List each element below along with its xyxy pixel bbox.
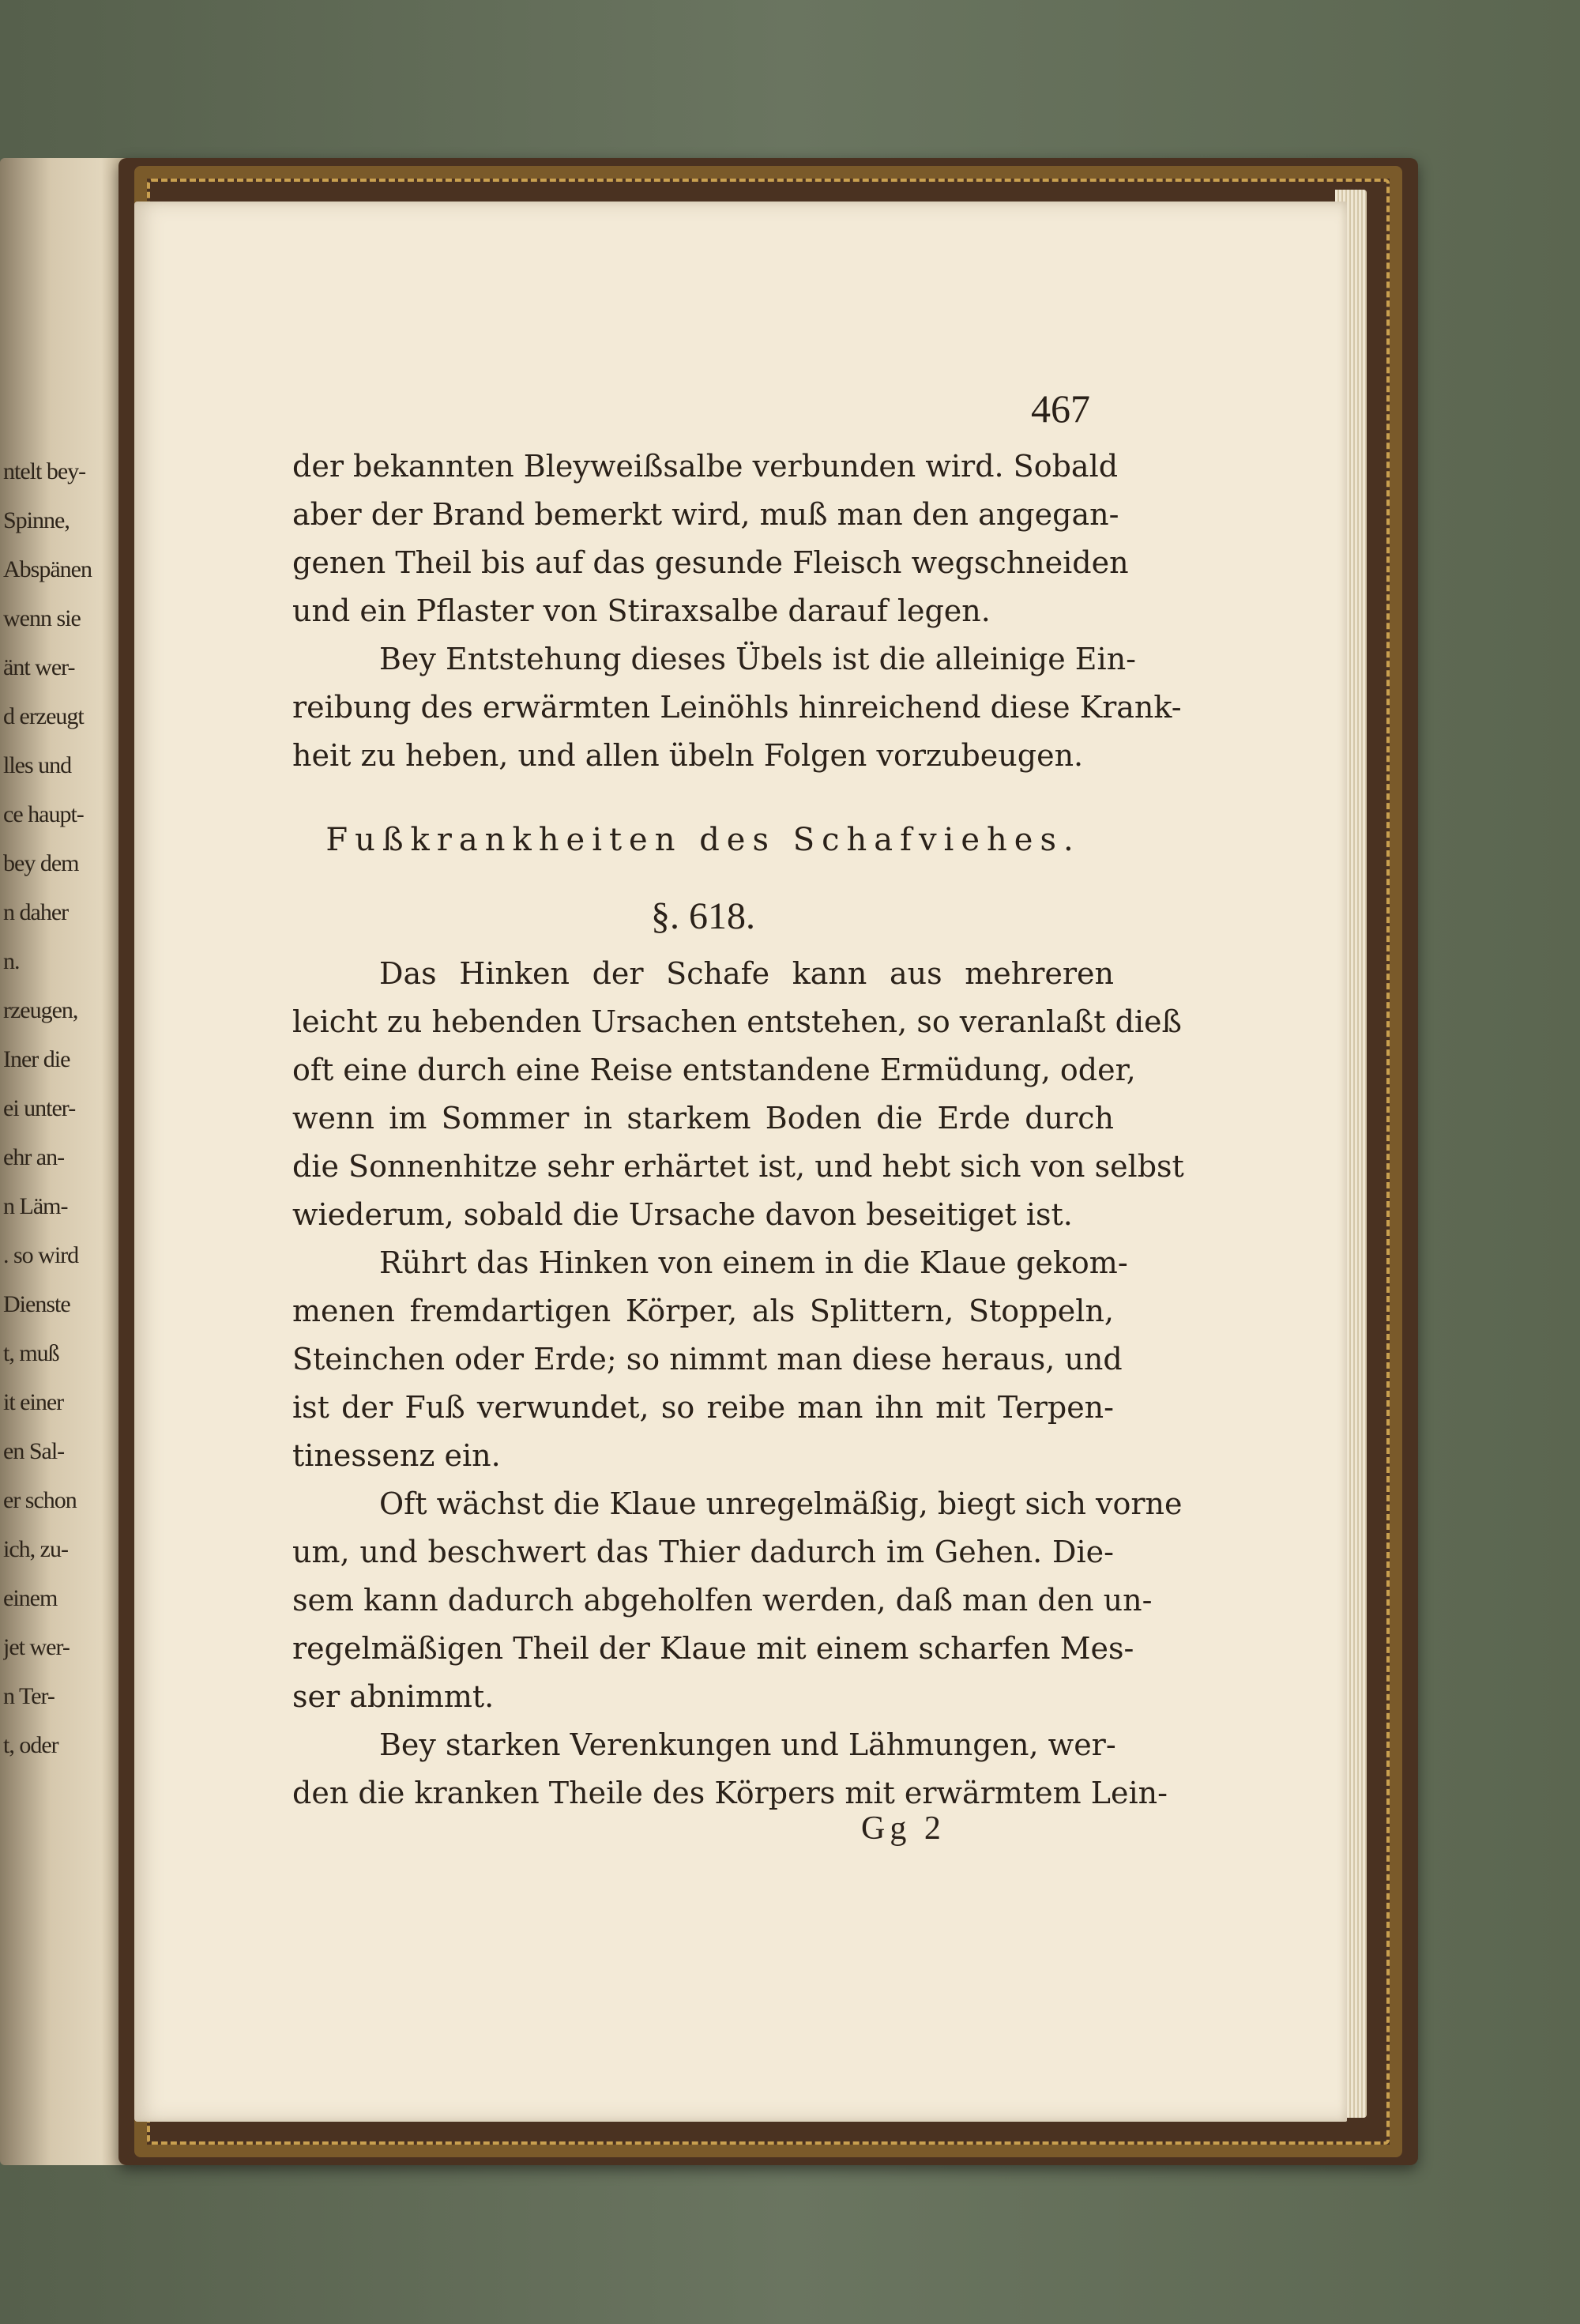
previous-page-fragment: bey dem xyxy=(3,850,79,876)
previous-page-fragment: n. xyxy=(3,948,20,974)
paragraph-4 xyxy=(292,1239,1128,1480)
text-line: genen Theil bis auf das gesunde Fleisch wegschneiden xyxy=(292,545,1129,580)
previous-page-fragment: Abspänen xyxy=(3,556,92,582)
section-number: §. 618. xyxy=(651,895,755,937)
text-line: menen fremdartigen Körper, als Splittern, Stoppeln, xyxy=(292,1294,1114,1328)
previous-page-strip xyxy=(0,158,126,2165)
text-line: Steinchen oder Erde; so nimmt man diese heraus, und xyxy=(292,1342,1123,1377)
previous-page-fragment: ich, zu- xyxy=(3,1536,68,1562)
text-line: und ein Pflaster von Stiraxsalbe darauf legen. xyxy=(292,593,991,628)
text-line: reibung des erwärmten Leinöhls hinreichend diese Krank- xyxy=(292,690,1182,725)
signature-mark: Gg 2 xyxy=(861,1810,946,1847)
previous-page-fragment: Iner die xyxy=(3,1046,70,1072)
text-line: Rührt das Hinken von einem in die Klaue gekom- xyxy=(379,1245,1128,1280)
previous-page-fragment: ntelt bey- xyxy=(3,458,86,484)
text-line: um, und beschwert das Thier dadurch im Gehen. Die- xyxy=(292,1535,1114,1569)
text-line: regelmäßigen Theil der Klaue mit einem scharfen Mes- xyxy=(292,1631,1134,1666)
paragraph-2 xyxy=(292,635,1182,780)
previous-page-fragment: n daher xyxy=(3,899,69,925)
previous-page-fragment: . so wird xyxy=(3,1242,79,1268)
text-line: sem kann dadurch abgeholfen werden, daß man den un- xyxy=(292,1583,1153,1618)
previous-page-fragment: d erzeugt xyxy=(3,703,84,729)
text-line: wiederum, sobald die Ursache davon beseitiget ist. xyxy=(292,1197,1073,1232)
text-line: der bekannten Bleyweißsalbe verbunden wird. Sobald xyxy=(292,449,1119,484)
previous-page-fragment: Dienste xyxy=(3,1291,70,1317)
previous-page-fragment: t, muß xyxy=(3,1340,59,1366)
paragraph-1 xyxy=(292,443,1129,635)
previous-page-fragment: en Sal- xyxy=(3,1438,65,1464)
text-block-bottom xyxy=(292,950,1184,1817)
previous-page-fragment: lles und xyxy=(3,752,72,778)
text-line: ser abnimmt. xyxy=(292,1679,495,1714)
text-line: ist der Fuß verwundet, so reibe man ihn mit Terpen- xyxy=(292,1390,1114,1425)
text-line: leicht zu hebenden Ursachen entstehen, so veranlaßt dieß xyxy=(292,1004,1182,1039)
text-line: wenn im Sommer in starkem Boden die Erde durch xyxy=(292,1101,1114,1136)
section-heading: Fußkrankheiten des Schafviehes. xyxy=(325,822,1081,858)
previous-page-fragment: jet wer- xyxy=(3,1634,70,1660)
previous-page-fragment: rzeugen, xyxy=(3,997,78,1023)
text-line: tinessenz ein. xyxy=(292,1438,501,1473)
previous-page-fragment: n Läm- xyxy=(3,1193,68,1219)
previous-page-fragment: n Ter- xyxy=(3,1683,55,1709)
text-line: die Sonnenhitze sehr erhärtet ist, und hebt sich von selbst xyxy=(292,1149,1184,1184)
text-line: Oft wächst die Klaue unregelmäßig, biegt sich vorne xyxy=(379,1486,1183,1521)
previous-page-fragment: Spinne, xyxy=(3,507,70,533)
text-line: aber der Brand bemerkt wird, muß man den angegan- xyxy=(292,497,1119,532)
paragraph-3 xyxy=(292,950,1184,1239)
text-line: den die kranken Theile des Körpers mit erwärmtem Lein- xyxy=(292,1776,1168,1810)
text-block-top xyxy=(292,443,1182,780)
text-line: heit zu heben, und allen übeln Folgen vorzubeugen. xyxy=(292,738,1084,773)
text-line: oft eine durch eine Reise entstandene Ermüdung, oder, xyxy=(292,1053,1136,1087)
previous-page-fragment: it einer xyxy=(3,1389,64,1415)
text-line: Bey Entstehung dieses Übels ist die alleinige Ein- xyxy=(379,642,1137,676)
previous-page-fragment: ehr an- xyxy=(3,1144,65,1170)
previous-page-fragment: er schon xyxy=(3,1487,77,1513)
text-line: Das Hinken der Schafe kann aus mehreren xyxy=(379,956,1114,991)
previous-page-fragment: t, oder xyxy=(3,1732,58,1758)
previous-page-fragment: wenn sie xyxy=(3,605,81,631)
previous-page-fragment: einem xyxy=(3,1585,58,1611)
paragraph-5 xyxy=(292,1480,1183,1721)
previous-page-fragment: ce haupt- xyxy=(3,801,84,827)
previous-page-fragment: änt wer- xyxy=(3,654,75,680)
text-line: Bey starken Verenkungen und Lähmungen, wer- xyxy=(379,1727,1116,1762)
page-number: 467 xyxy=(1031,386,1090,431)
paragraph-6 xyxy=(292,1721,1168,1817)
previous-page-fragment: ei unter- xyxy=(3,1095,76,1121)
